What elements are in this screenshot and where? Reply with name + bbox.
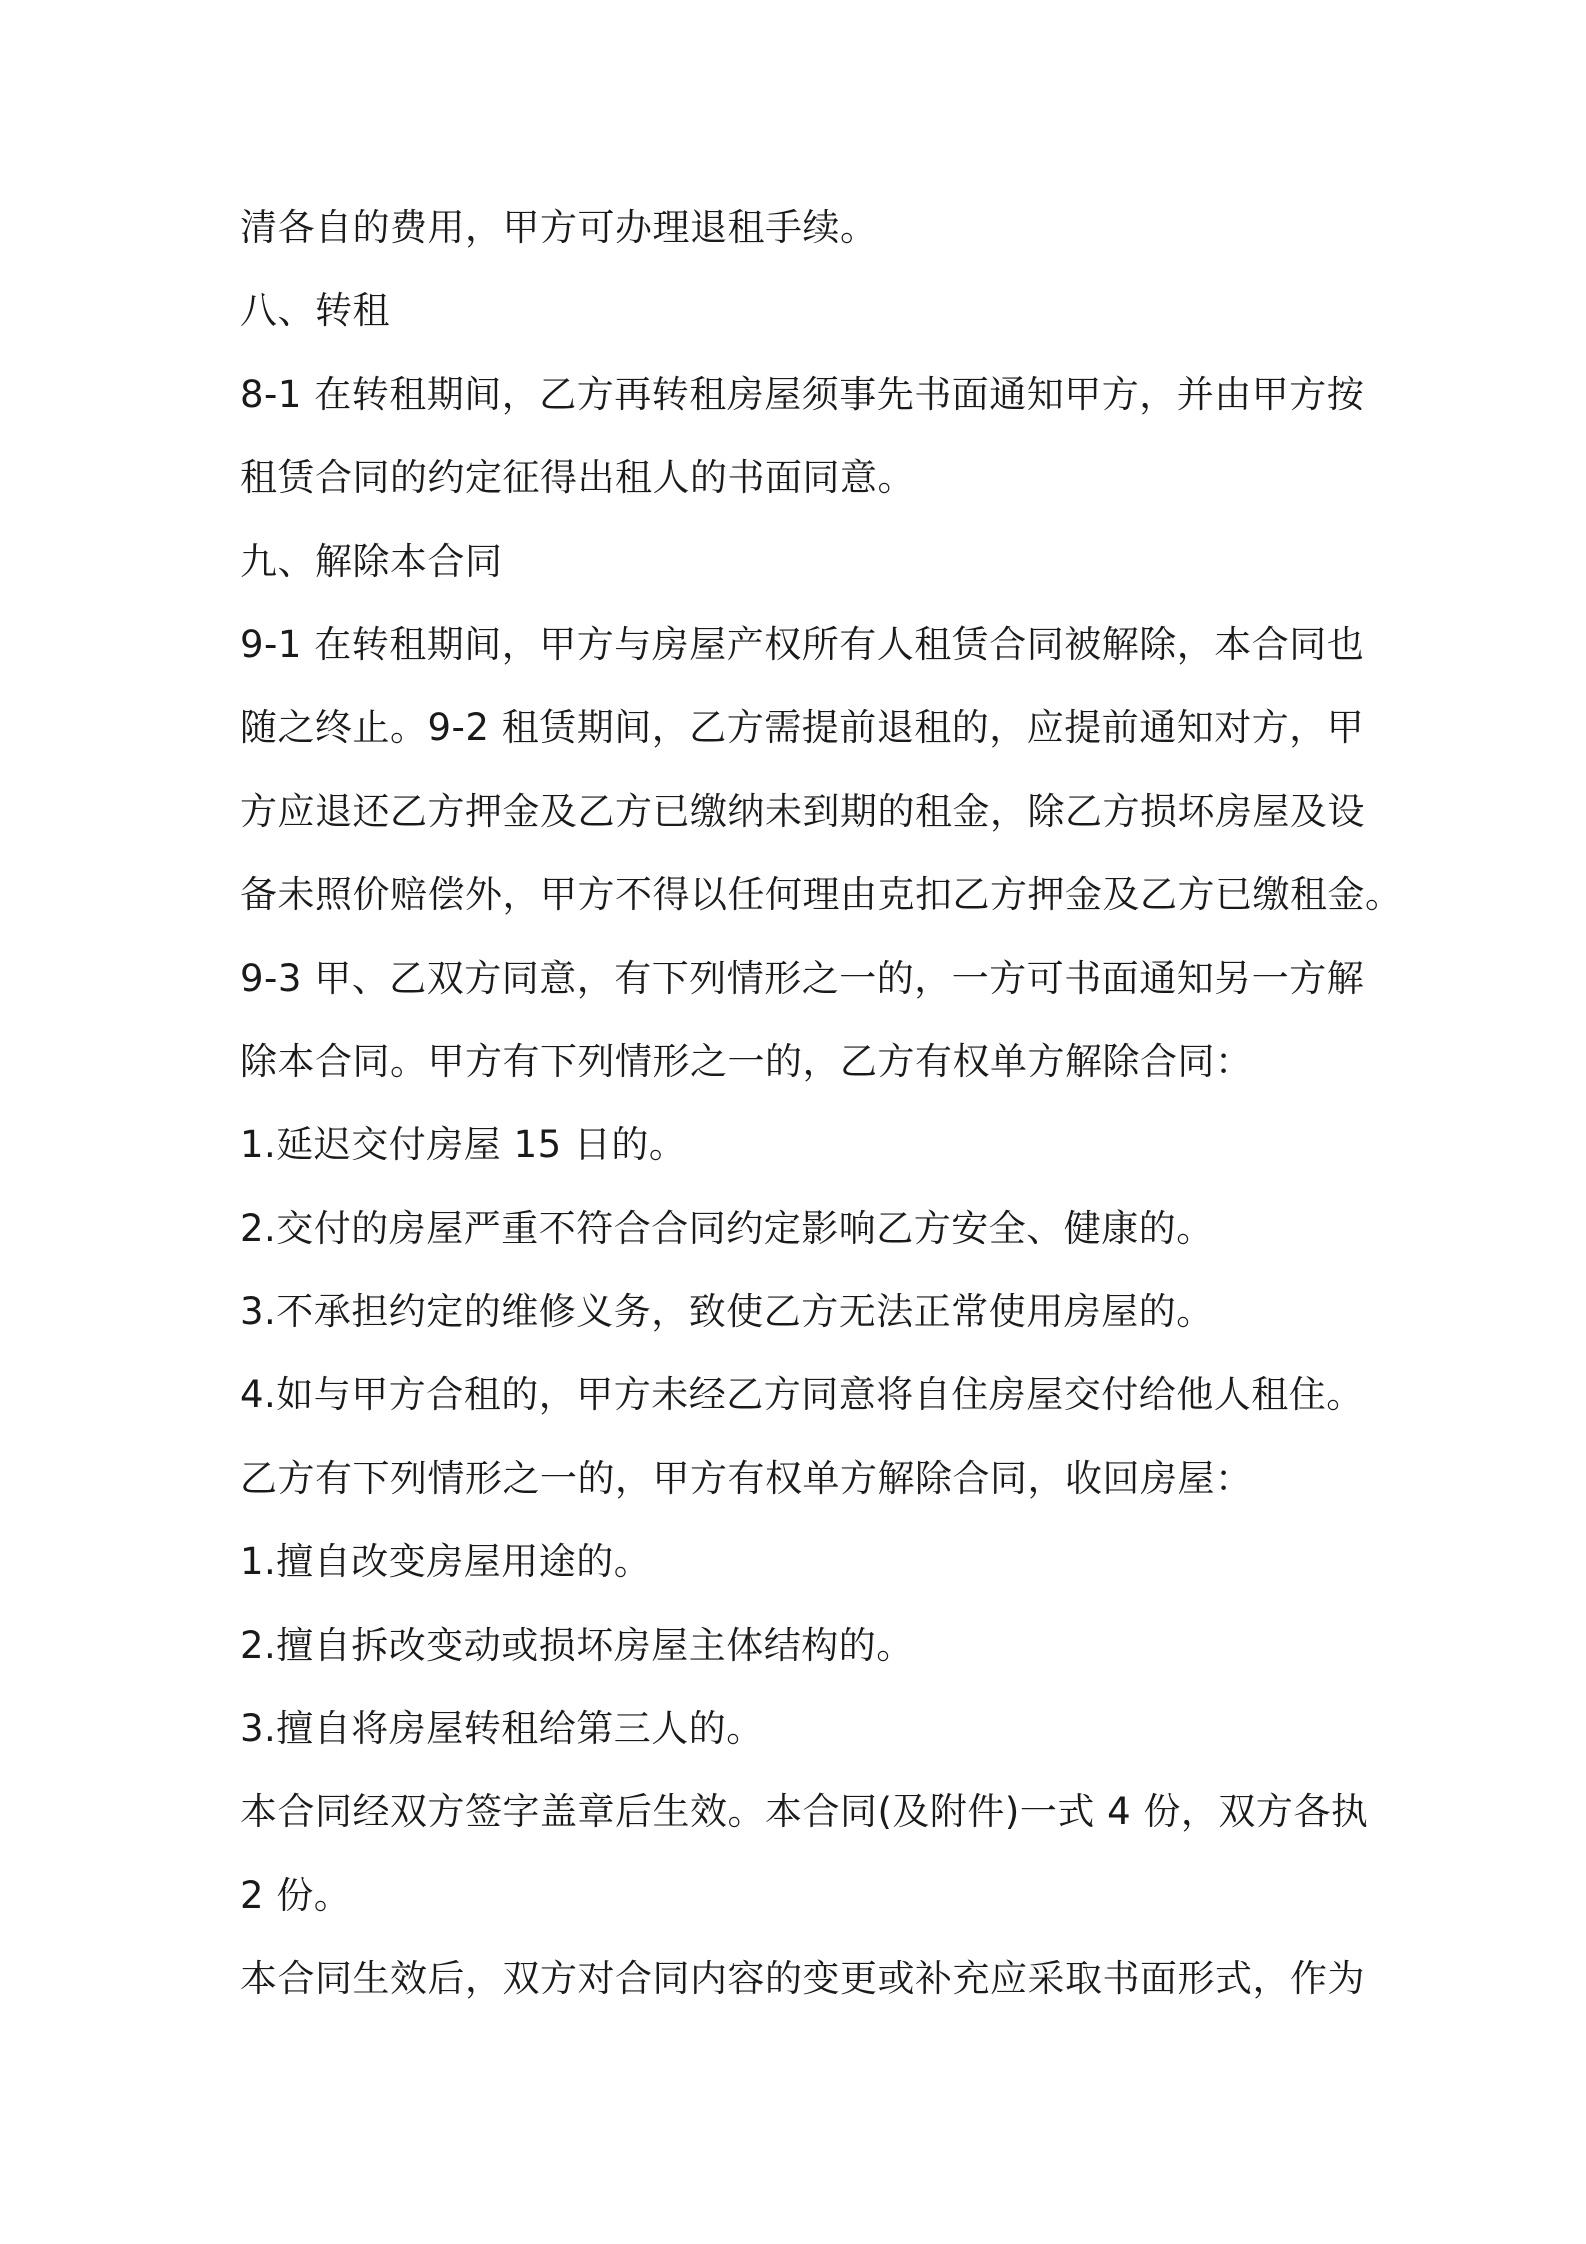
list-item: 1.擅自改变房屋用途的。 bbox=[240, 1540, 652, 1584]
text-line: 本合同生效后，双方对合同内容的变更或补充应采取书面形式，作为 bbox=[240, 1957, 1365, 2001]
text-line: 租赁合同的约定征得出租人的书面同意。 bbox=[240, 456, 915, 500]
text-line: 9-1 在转租期间，甲方与房屋产权所有人租赁合同被解除，本合同也 bbox=[240, 622, 1365, 666]
document-body bbox=[240, 186, 1403, 2021]
text-line: 方应退还乙方押金及乙方已缴纳未到期的租金，除乙方损坏房屋及设 bbox=[240, 789, 1365, 833]
text-line: 除本合同。甲方有下列情形之一的，乙方有权单方解除合同： bbox=[240, 1039, 1253, 1083]
list-item: 3.不承担约定的维修义务，致使乙方无法正常使用房屋的。 bbox=[240, 1290, 1214, 1334]
section-heading-termination: 九、解除本合同 bbox=[240, 539, 503, 583]
text-line: 随之终止。9-2 租赁期间，乙方需提前退租的，应提前通知对方，甲 bbox=[240, 706, 1365, 750]
list-item: 1.延迟交付房屋 15 日的。 bbox=[240, 1123, 687, 1167]
text-line: 乙方有下列情形之一的，甲方有权单方解除合同，收回房屋： bbox=[240, 1456, 1253, 1500]
text-line: 备未照价赔偿外，甲方不得以任何理由克扣乙方押金及乙方已缴租金。 bbox=[240, 873, 1403, 917]
text-line: 清各自的费用，甲方可办理退租手续。 bbox=[240, 206, 878, 249]
section-heading-sublease: 八、转租 bbox=[240, 289, 390, 333]
text-line: 9-3 甲、乙双方同意，有下列情形之一的，一方可书面通知另一方解 bbox=[240, 956, 1365, 1000]
text-line: 2 份。 bbox=[240, 1873, 352, 1917]
list-item: 3.擅自将房屋转租给第三人的。 bbox=[240, 1707, 764, 1751]
list-item: 2.交付的房屋严重不符合合同约定影响乙方安全、健康的。 bbox=[240, 1206, 1214, 1250]
text-line: 本合同经双方签字盖章后生效。本合同(及附件)一式 4 份，双方各执 bbox=[240, 1790, 1369, 1834]
list-item: 4.如与甲方合租的，甲方未经乙方同意将自住房屋交付给他人租住。 bbox=[240, 1373, 1364, 1417]
list-item: 2.擅自拆改变动或损坏房屋主体结构的。 bbox=[240, 1623, 914, 1667]
text-line: 8-1 在转租期间，乙方再转租房屋须事先书面通知甲方，并由甲方按 bbox=[240, 372, 1365, 416]
